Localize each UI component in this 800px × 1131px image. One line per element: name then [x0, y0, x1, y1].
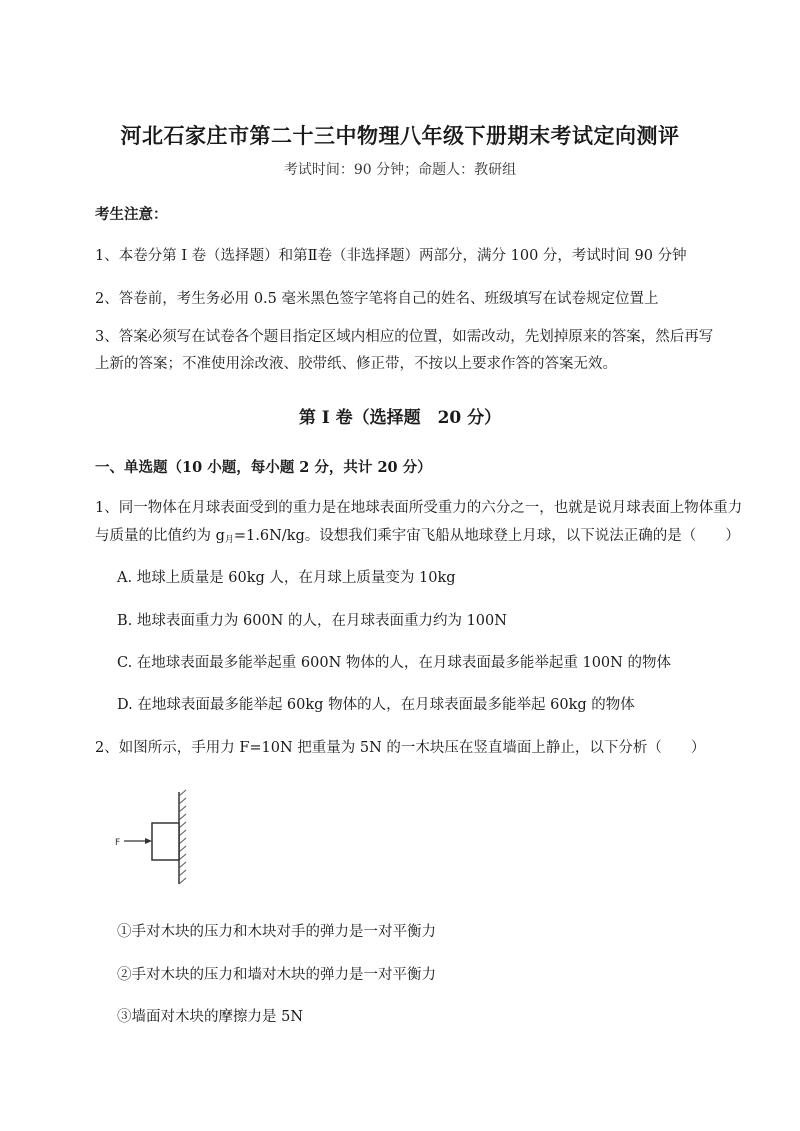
question-1-option-c: C. 在地球表面最多能举起重 600N 物体的人，在月球表面最多能举起重 100N 的物体: [117, 655, 671, 671]
question-1-option-b: B. 地球表面重力为 600N 的人，在月球表面重力约为 100N: [117, 613, 507, 629]
force-arrowhead: [145, 838, 152, 844]
wall-hatching: [179, 790, 186, 884]
question-2-statement-3: ③墙面对木块的摩擦力是 5N: [117, 1009, 304, 1025]
question-1-option-d: D. 在地球表面最多能举起 60kg 物体的人，在月球表面最多能举起 60kg 的物体: [117, 697, 635, 713]
question-1-stem-line1: 1、同一物体在月球表面受到的重力是在地球表面所受重力的六分之一，也就是说月球表面上物体重力: [95, 500, 743, 516]
question-1-option-a: A. 地球上质量是 60kg 人，在月球上质量变为 10kg: [117, 570, 456, 586]
stem-text: =1.6N/kg。设想我们乘宇宙飞船从地球登上月球，以下说法正确的是（ ）: [233, 528, 740, 544]
page-title: 河北石家庄市第二十三中物理八年级下册期末考试定向测评: [120, 123, 680, 148]
question-1-stem-line2: [95, 524, 740, 545]
wooden-block: [152, 823, 179, 860]
stem-text: 与质量的比值约为 g: [95, 528, 225, 544]
force-diagram: [110, 788, 200, 888]
section-title: 第 I 卷（选择题 20 分）: [298, 408, 502, 428]
notice-heading: 考生注意：: [95, 206, 168, 223]
notice-item-2: 2、答卷前，考生务必用 0.5 毫米黑色签字笔将自己的姓名、班级填写在试卷规定位置上: [95, 291, 659, 307]
subscript-moon: 月: [224, 535, 234, 545]
force-label: F: [115, 838, 121, 848]
question-2-statement-1: ①手对木块的压力和木块对手的弹力是一对平衡力: [117, 924, 436, 940]
exam-info: 考试时间：90 分钟；命题人：教研组: [283, 162, 517, 178]
question-2-stem: 2、如图所示，手用力 F=10N 把重量为 5N 的一木块压在竖直墙面上静止，以下分析（ ）: [95, 740, 706, 756]
part-title: 一、单选题（10 小题，每小题 2 分，共计 20 分）: [95, 459, 432, 476]
notice-item-3: 3、答案必须写在试卷各个题目指定区域内相应的位置，如需改动，先划掉原来的答案，然后再写上新的答案；不准使用涂改液、胶带纸、修正带，不按以上要求作答的答案无效。: [95, 329, 714, 372]
notice-item-1: 1、本卷分第 I 卷（选择题）和第Ⅱ卷（非选择题）两部分，满分 100 分，考试时间 90 分钟: [95, 248, 687, 264]
question-2-statement-2: ②手对木块的压力和墙对木块的弹力是一对平衡力: [117, 967, 436, 983]
